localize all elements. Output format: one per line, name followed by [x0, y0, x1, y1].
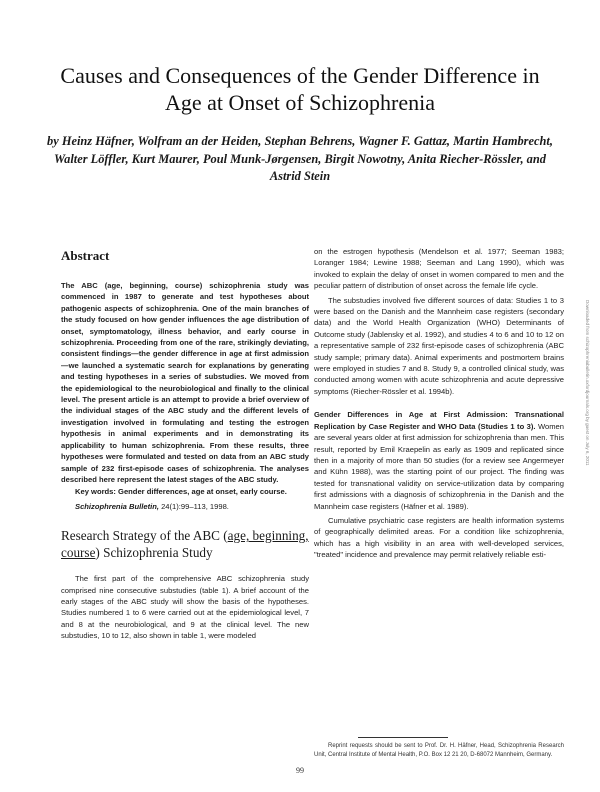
- footnote-divider: [358, 737, 448, 738]
- research-strategy-text: The first part of the comprehensive ABC schizophrenia study comprised nine consecutive substudies (table 1). A brief account of the early stages of the ABC study will show the basis of the hypotheses. Studies numbered 1 to 6 were carried out at the epidemiological level, 7 and 8 at the neurobiological, and 9 at the clinical level. The new substudies, 10 to 12, also shown in table 1, were modeled: [61, 574, 309, 641]
- abstract-heading: Abstract: [61, 248, 110, 263]
- left-column: [61, 248, 309, 642]
- footnote: Reprint requests should be sent to Prof. Dr. H. Häfner, Head, Schizophrenia Research Unit, Central Institute of Mental Health, P.O. Box 12 21 20, D-68072 Mannheim, Germany.: [314, 743, 564, 758]
- paragraph-estrogen: on the estrogen hypothesis (Mendelson et al. 1977; Seeman 1983; Loranger 1984; Lewine 1988; Seeman and Lang 1990), which was invoked to explain the delay of onset in women compared to men and the peculiar pattern of distribution of onset across the female life cycle.: [314, 247, 564, 291]
- citation-details: 24(1):99–113, 1998.: [158, 501, 229, 511]
- journal-citation: [61, 501, 309, 512]
- right-column: [314, 246, 564, 561]
- subsection-text: Women are several years older at first admission for schizophrenia than men. This result, reported by Emil Kraepelin as early as 1909 and replicated since then in a majority of more than 50 studies (for a review see Angermeyer and Kühn 1988), was the starting point of our project. The finding was tested for transnational validity on service-utilization data by comparing first admissions with a diagnosis of schizophrenia in the Danish and the Mannheim case registers (Häfner et al. 1989).: [314, 421, 565, 511]
- author-list: by Heinz Häfner, Wolfram an der Heiden, Stephan Behrens, Wagner F. Gattaz, Martin Hambrecht, Walter Löffler, Kurt Maurer, Poul Munk-Jørgensen, Birgit Nowotny, Anita Riecher-Rössler, and Astrid Stein: [47, 134, 553, 183]
- paper-title: Causes and Consequences of the Gender Difference in Age at Onset of Schizophrenia: [60, 63, 540, 115]
- heading-underlined: age, beginning, course: [61, 528, 309, 561]
- keywords: Key words: Gender differences, age at onset, early course.: [75, 487, 287, 497]
- paragraph-case-registers: Cumulative psychiatric case registers are health information systems of geographically delimited areas. For a condition like schizophrenia, which has a high visibility in an area with well-developed services, "treated" incidence and prevalence may permit relatively reliable esti-: [314, 515, 564, 560]
- page-number: 99: [296, 766, 304, 775]
- paragraph-gender-differences: [314, 409, 564, 512]
- download-watermark: Downloaded from schizophreniabulletin.oxfordjournals.org by guest on July 6, 2011: [585, 300, 590, 466]
- journal-name: Schizophrenia Bulletin,: [75, 501, 159, 511]
- subsection-heading: Gender Differences in Age at First Admission: Transnational Replication by Case Register and WHO Data (Studies 1 to 3).: [314, 410, 564, 431]
- heading-part: Research Strategy of the ABC (: [61, 528, 228, 544]
- paragraph-substudies: The substudies involved five different sources of data: Studies 1 to 3 were based on the Danish and the Mannheim case registers (secondary data) and the World Health Organization (WHO) Determinants of Outcome study (Jablensky et al. 1992), and studies 4 to 6 and 10 to 12 on a representative sample of 232 first-episode cases of schizophrenia (ABC study sample; primary data). Animal experiments and postmortem brains were employed in studies 7 and 8. Study 9, a controlled clinical study, was conducted among women with acute schizophrenia and acute depressive symptoms (Riecher-Rössler et al. 1994b).: [314, 295, 564, 396]
- abstract-text: The ABC (age, beginning, course) schizophrenia study was commenced in 1987 to generate and test hypotheses about pathogenic aspects of schizophrenia. One of the main branches of the study focused on how gender influences the age distribution of onset, symptomatology, illness behavior, and early course in schizophrenia. Proceeding from one of the rare, strikingly deviating, consistent findings—the gender difference in age at first admission—we launched a systematic search for explanations by generating and testing hypotheses in a series of substudies. We moved from the epidemiological to the neurobiological and finally to the clinical level. The present article is an attempt to provide a brief overview of the individual stages of the ABC study and the different levels of investigation involved in formulating and testing the estrogen hypothesis in animal experiments and in demonstrating its applicability to human schizophrenia. From these results, three hypotheses were formulated and tested on data from an ABC study sample of 232 first-episode cases of schizophrenia. The analyses described here represent the latest stages of the ABC study.: [61, 281, 309, 484]
- section-heading-research-strategy: [61, 527, 309, 561]
- heading-part: ) Schizophrenia Study: [95, 545, 213, 561]
